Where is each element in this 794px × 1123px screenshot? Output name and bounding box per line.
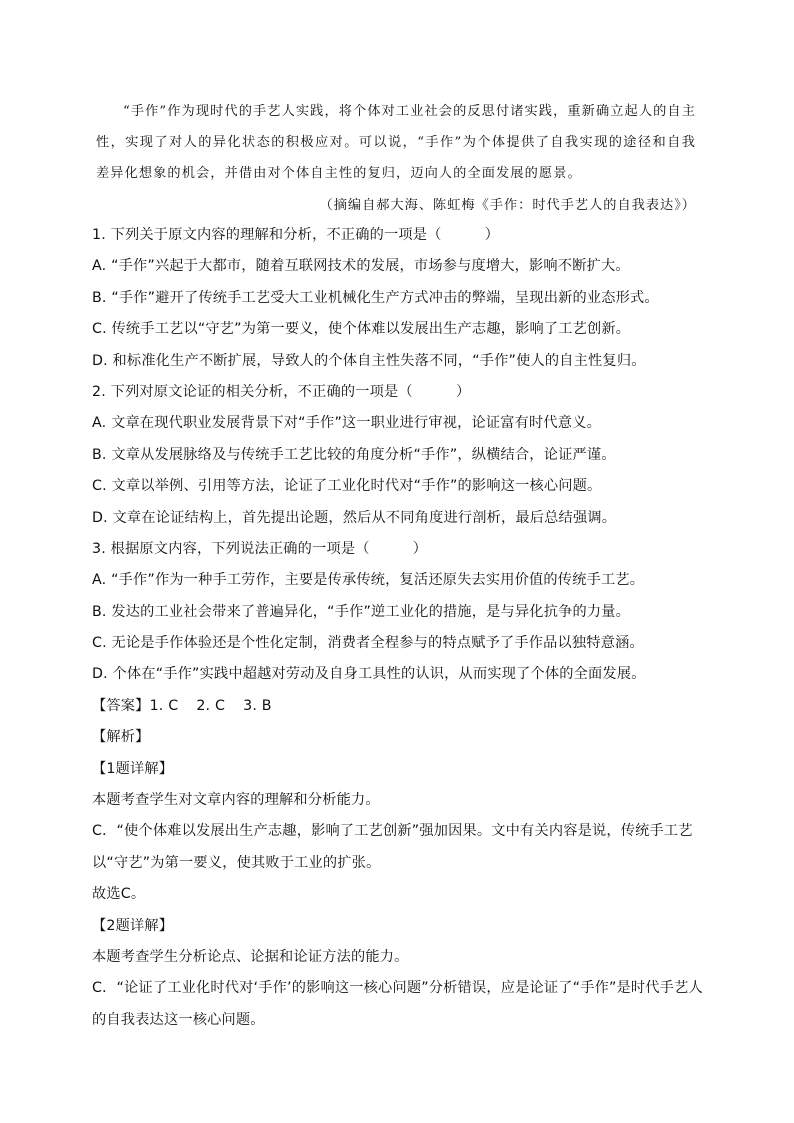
answer-line (92, 691, 712, 722)
question-3-option-c: C. 无论是手作体验还是个性化定制，消费者全程参与的特点赋予了手作品以独特意涵。 (92, 635, 644, 652)
question-1-option-a: A. “手作”兴起于大都市，随着互联网技术的发展，市场参与度增大，影响不断扩大。 (92, 258, 630, 275)
passage-source: （摘编自郝大海、陈虹梅《手作：时代手艺人的自我表达》） (319, 198, 696, 213)
question-2-option-a: A. 文章在现代职业发展背景下对“手作”这一职业进行审视，论证富有时代意义。 (92, 415, 601, 432)
question-3-option-b: B. 发达的工业社会带来了普遍异化，“手作”逆工业化的措施，是与异化抗争的力量。 (92, 603, 631, 620)
answer-item-1: 1. C (149, 697, 179, 714)
question-3-stem: 3. 根据原文内容，下列说法正确的一项是（ ） (92, 540, 428, 557)
q1-detail-heading: 【1题详解】 (92, 760, 174, 777)
question-2-stem: 2. 下列对原文论证的相关分析，不正确的一项是（ ） (92, 383, 471, 400)
q1-detail-conclusion: 故选C。 (92, 886, 146, 903)
question-2-option-b: B. 文章从发展脉络及与传统手工艺比较的角度分析“手作”，纵横结合，论证严谨。 (92, 446, 616, 463)
questions-and-answers (92, 220, 712, 1036)
question-1-option-b: B. “手作”避开了传统手工艺受大工业机械化生产方式冲击的弊端，呈现出新的业态形式。 (92, 289, 659, 306)
q1-detail-intro: 本题考查学生对文章内容的理解和分析能力。 (92, 792, 380, 809)
question-1-option-c: C. 传统手工艺以“守艺”为第一要义，使个体难以发展出生产志趣，影响了工艺创新。 (92, 321, 631, 338)
question-1-option-d: D. 和标准化生产不断扩展，导致人的个体自主性失落不同，“手作”使人的自主性复归。 (92, 352, 646, 369)
q2-detail-heading: 【2题详解】 (92, 917, 174, 934)
q1-detail-explanation: C．“使个体难以发展出生产志趣，影响了工艺创新”强加因果。文中有关内容是说，传统手工艺以“守艺”为第一要义，使其败于工业的扩张。 (92, 823, 693, 871)
answer-item-2: 2. C (196, 697, 226, 714)
q2-detail-explanation: C．“论证了工业化时代对‘手作’的影响这一核心问题”分析错误，应是论证了“手作”是时代手艺人的自我表达这一核心问题。 (92, 980, 703, 1028)
answer-item-3: 3. B (243, 697, 272, 714)
answer-label: 【答案】 (92, 697, 150, 714)
q2-detail-intro: 本题考查学生分析论点、论据和论证方法的能力。 (92, 949, 409, 966)
question-2-option-c: C. 文章以举例、引用等方法，论证了工业化时代对“手作”的影响这一核心问题。 (92, 478, 602, 495)
analysis-label: 【解析】 (92, 729, 150, 746)
question-3-option-d: D. 个体在“手作”实践中超越对劳动及自身工具性的认识，从而实现了个体的全面发展。 (92, 666, 646, 683)
passage-excerpt (96, 96, 696, 189)
question-1-stem: 1. 下列关于原文内容的理解和分析，不正确的一项是（ ） (92, 227, 500, 243)
question-2-option-d: D. 文章在论证结构上，首先提出论题，然后从不同角度进行剖析，最后总结强调。 (92, 509, 617, 526)
question-3-option-a: A. “手作”作为一种手工劳作，主要是传承传统，复活还原失去实用价值的传统手工艺。 (92, 572, 645, 589)
passage-paragraph: “手作”作为现时代的手艺人实践，将个体对工业社会的反思付诸实践，重新确立起人的自主性，实现了对人的异化状态的积极应对。可以说，“手作”为个体提供了自我实现的途径和自我差异化想象的机会，并借由对个体自主性的复归，迈向人的全面发展的愿景。 (96, 104, 696, 181)
